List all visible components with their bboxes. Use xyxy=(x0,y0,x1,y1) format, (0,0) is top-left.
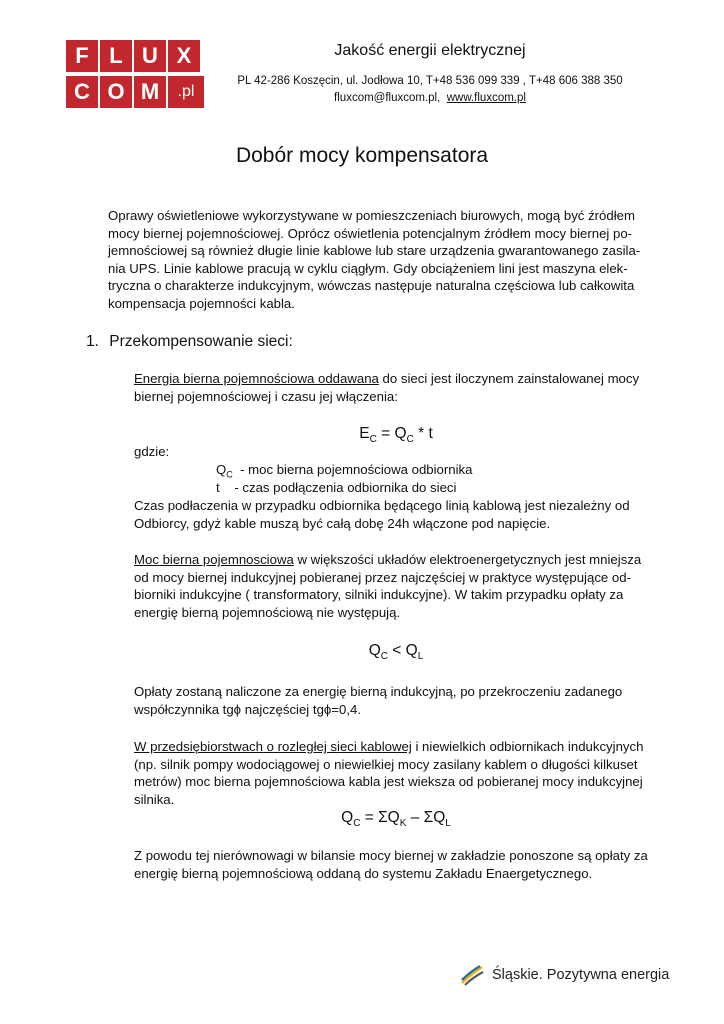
header-address: PL 42-286 Koszęcin, ul. Jodłowa 10, T+48 536 099 339 , T+48 606 388 350 xyxy=(237,75,623,87)
def-symbol: t xyxy=(216,480,220,495)
slaskie-text xyxy=(492,967,669,983)
formula-subscript: L xyxy=(417,651,424,663)
formula-subscript: K xyxy=(399,818,407,830)
text-line: biernej pojemnościowej i czasu jej włączenia: xyxy=(134,388,398,404)
text-line: nia UPS. Linie kablowe pracują w cyklu ciągłym. Gdy obciążeniem lini jest maszyna elek- xyxy=(108,260,628,276)
formula-part: = Q xyxy=(376,425,407,442)
document-title: Dobór mocy kompensatora xyxy=(235,144,489,167)
logo-letter: L xyxy=(100,40,132,72)
imbalance-paragraph xyxy=(134,847,658,882)
reactive-power-paragraph xyxy=(134,551,658,621)
text-line: Czas podłaczenia w przypadku odbiornika będącego linią kablową jest niezależny od xyxy=(134,498,630,513)
formula-part: E xyxy=(359,425,370,442)
text-span: do sieci jest iloczynem zainstalowanej mocy xyxy=(378,371,640,386)
charges-paragraph xyxy=(134,683,658,718)
text-line: tryczna o charakterze indukcyjnym, wówczas następuje naturalna częściowa lub całkowita xyxy=(108,278,635,294)
fluxcom-logo xyxy=(66,40,202,110)
underlined-term: Energia bierna pojemnościowa oddawana xyxy=(134,371,379,386)
formula-subscript: C xyxy=(406,434,414,446)
text-line: mocy biernej pojemnościowej. Oprócz oświetlenia potencjalnym źródłem mocy biernej po- xyxy=(108,225,633,241)
formula-subscript: C xyxy=(380,651,388,663)
def-text: - moc bierna pojemnościowa odbiornika xyxy=(232,462,473,477)
def-symbol: Q xyxy=(216,462,227,477)
text-line: Odbiorcy, gdyż kable muszą być całą dobę 24h włączone pod napięcie. xyxy=(134,515,551,531)
cable-network-paragraph xyxy=(134,738,658,808)
text-line: metrów) moc bierna pojemnościowa kabla jest wieksza od pobieranej mocy indukcyjnej xyxy=(134,774,643,790)
logo-letter: F xyxy=(66,40,98,72)
formula-subscript: C xyxy=(369,434,377,446)
underlined-term: Moc bierna pojemnosciowa xyxy=(134,552,294,567)
formula-subscript: L xyxy=(445,818,451,830)
definition-qc xyxy=(216,462,472,480)
underlined-term: W przedsiębiorstwach o rozległej sieci kablowej xyxy=(134,739,412,754)
where-label: gdzie: xyxy=(134,444,170,459)
text-line: energię bierną pojemnościową oddaną do systemu Zakładu Enaergetycznego. xyxy=(134,865,593,881)
header-contact xyxy=(200,92,660,104)
text-line: jemnościowej są również długie linie kablowe lub stare urządzenia gwarantowanego zasila- xyxy=(108,243,641,259)
logo-letter: .pl xyxy=(168,76,204,108)
logo-letter: C xyxy=(66,76,98,108)
formula-part: = ΣQ xyxy=(360,809,400,826)
section-title: Przekompensowanie sieci: xyxy=(109,333,293,350)
text-span: i niewielkich odbiornikach indukcyjnych xyxy=(411,739,644,754)
definition-t xyxy=(216,480,456,495)
text-line: energię bierną pojemnościową nie występują. xyxy=(134,604,401,620)
formula-part: Q xyxy=(368,642,381,659)
energy-paragraph xyxy=(134,370,658,405)
text-line: od mocy biernej indukcyjnej pobieranej przez najczęściej w praktyce występujące od- xyxy=(134,569,631,585)
text-line: Opłaty zostaną naliczone za energię bierną indukcyjną, po przekroczeniu zadanego xyxy=(134,684,623,699)
text-line: (np. silnik pompy wodociągowej o niewielkiej mocy zasilany kablem o długości kilkuset xyxy=(134,756,638,772)
header-website-link[interactable]: www.fluxcom.pl xyxy=(446,92,526,104)
def-text: - czas podłączenia odbiornika do sieci xyxy=(219,480,457,495)
formula-subscript: C xyxy=(353,818,361,830)
formula-part: – ΣQ xyxy=(406,809,446,826)
connection-time-paragraph xyxy=(134,497,658,532)
logo-letter: X xyxy=(168,40,200,72)
logo-letter: O xyxy=(100,76,132,108)
text-line: Z powodu tej nierównowagi w bilansie mocy biernej w zakładzie ponoszone są opłaty za xyxy=(134,848,648,863)
formula-energy xyxy=(134,425,658,445)
header-title: Jakość energii elektrycznej xyxy=(334,42,526,59)
slaskie-swoosh-icon xyxy=(460,963,484,987)
section-number: 1. xyxy=(86,333,99,350)
slaskie-slogan: Pozytywna energia xyxy=(542,967,670,983)
formula-part: < Q xyxy=(388,642,418,659)
section-heading xyxy=(86,333,293,351)
slaskie-brand: Śląskie. xyxy=(492,967,543,983)
logo-letter: U xyxy=(134,40,166,72)
formula-part: * t xyxy=(413,425,433,442)
header-email[interactable]: fluxcom@fluxcom.pl, xyxy=(334,92,441,104)
formula-part: Q xyxy=(341,809,354,826)
logo-letter: M xyxy=(134,76,166,108)
text-line: kompensacja pojemności kabla. xyxy=(108,295,295,311)
text-span: w większości układów elektroenergetycznych jest mniejsza xyxy=(293,552,642,567)
intro-paragraph xyxy=(108,207,658,313)
text-line: współczynnika tgϕ najczęściej tgϕ=0,4. xyxy=(134,701,361,717)
text-line: Oprawy oświetleniowe wykorzystywane w pomieszczeniach biurowych, mogą być źródłem xyxy=(108,208,635,223)
text-line: silnika. xyxy=(134,791,175,807)
slaskie-logo xyxy=(460,962,669,988)
text-line: biorniki indukcyjne ( transformatory, silniki indukcyjne). W takim przypadku opłaty za xyxy=(134,587,624,603)
def-subscript: C xyxy=(226,469,233,480)
formula-comparison xyxy=(134,642,658,662)
formula-balance xyxy=(134,809,658,829)
